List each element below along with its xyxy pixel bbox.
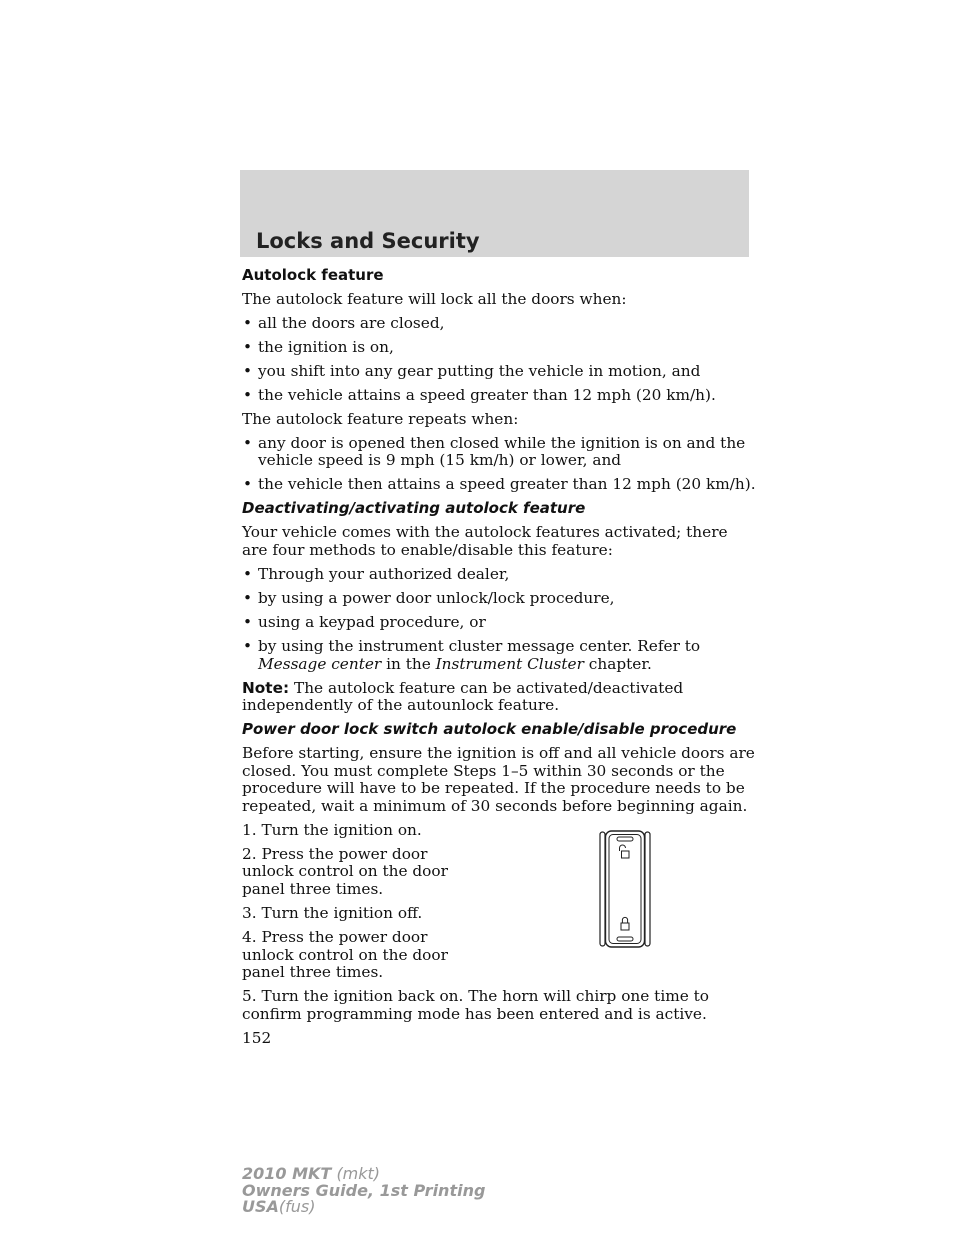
step-item: 1. Turn the ignition on. bbox=[242, 820, 422, 839]
steps-list bbox=[242, 822, 474, 982]
list-item: • by using a power door unlock/lock procedure, bbox=[242, 590, 757, 608]
list-item: • Through your authorized dealer, bbox=[242, 566, 757, 584]
deactivating-heading: Deactivating/activating autolock feature bbox=[242, 499, 586, 518]
list-item: • the ignition is on, bbox=[242, 339, 757, 357]
procedure-heading: Power door lock switch autolock enable/disable procedure bbox=[242, 720, 737, 739]
list-item: • any door is opened then closed while the ignition is on and the vehicle speed is 9 mph (15 km/h) or lower, and bbox=[242, 435, 757, 470]
message-center-reference: Message center bbox=[258, 654, 382, 673]
method-text: chapter. bbox=[583, 654, 652, 673]
autolock-conditions-list bbox=[242, 315, 757, 405]
method-text: in the bbox=[381, 654, 436, 673]
deactivating-intro: Your vehicle comes with the autolock features activated; there are four methods to enable/disable this feature: bbox=[242, 523, 728, 560]
step-item: 4. Press the power door unlock control on the door panel three times. bbox=[242, 928, 448, 982]
footer-model-code: (mkt) bbox=[336, 1164, 381, 1183]
note-text: The autolock feature can be activated/deactivated independently of the autounlock feature. bbox=[242, 678, 684, 715]
note bbox=[242, 680, 757, 715]
power-door-lock-switch-icon bbox=[599, 830, 651, 948]
step-item: 2. Press the power door unlock control on the door panel three times. bbox=[242, 844, 448, 899]
footer-region-line bbox=[242, 1199, 485, 1216]
list-item: • the vehicle attains a speed greater than 12 mph (20 km/h). bbox=[242, 387, 757, 405]
footer-model: 2010 MKT bbox=[242, 1164, 332, 1183]
page-number: 152 bbox=[242, 1028, 272, 1047]
step-item: 3. Turn the ignition off. bbox=[242, 904, 423, 923]
list-item: • the vehicle then attains a speed greater than 12 mph (20 km/h). bbox=[242, 476, 757, 494]
step-item-5: 5. Turn the ignition back on. The horn will chirp one time to confirm programming mode has been entered and is active. bbox=[242, 987, 710, 1023]
footer-region: USA bbox=[242, 1197, 279, 1216]
procedure-intro: Before starting, ensure the ignition is off and all vehicle doors are closed. You must complete Steps 1–5 within 30 seconds or the procedure will have to be repeated. If the procedure needs to be repeated, wait a minimum of 30 seconds before beginning again. bbox=[242, 744, 755, 815]
autolock-repeat-intro: The autolock feature repeats when: bbox=[242, 409, 519, 428]
autolock-intro: The autolock feature will lock all the doors when: bbox=[242, 289, 627, 308]
methods-list bbox=[242, 566, 757, 673]
footer-region-code: (fus) bbox=[278, 1197, 316, 1216]
list-item: • using a keypad procedure, or bbox=[242, 614, 757, 632]
footer bbox=[242, 1166, 485, 1216]
autolock-repeat-list bbox=[242, 435, 757, 494]
method-text: by using the instrument cluster message center. Refer to bbox=[258, 636, 701, 655]
note-label: Note: bbox=[242, 678, 290, 697]
section-header-band bbox=[240, 170, 749, 257]
list-item: • you shift into any gear putting the vehicle in motion, and bbox=[242, 363, 757, 381]
section-title: Locks and Security bbox=[256, 229, 480, 253]
page-content bbox=[242, 267, 757, 1047]
procedure-steps bbox=[242, 822, 757, 982]
footer-guide-text: Owners Guide, 1st Printing bbox=[242, 1180, 486, 1200]
list-item: • all the doors are closed, bbox=[242, 315, 757, 333]
instrument-cluster-reference: Instrument Cluster bbox=[435, 654, 584, 673]
autolock-heading: Autolock feature bbox=[242, 266, 384, 284]
list-item-message-center bbox=[242, 638, 757, 673]
